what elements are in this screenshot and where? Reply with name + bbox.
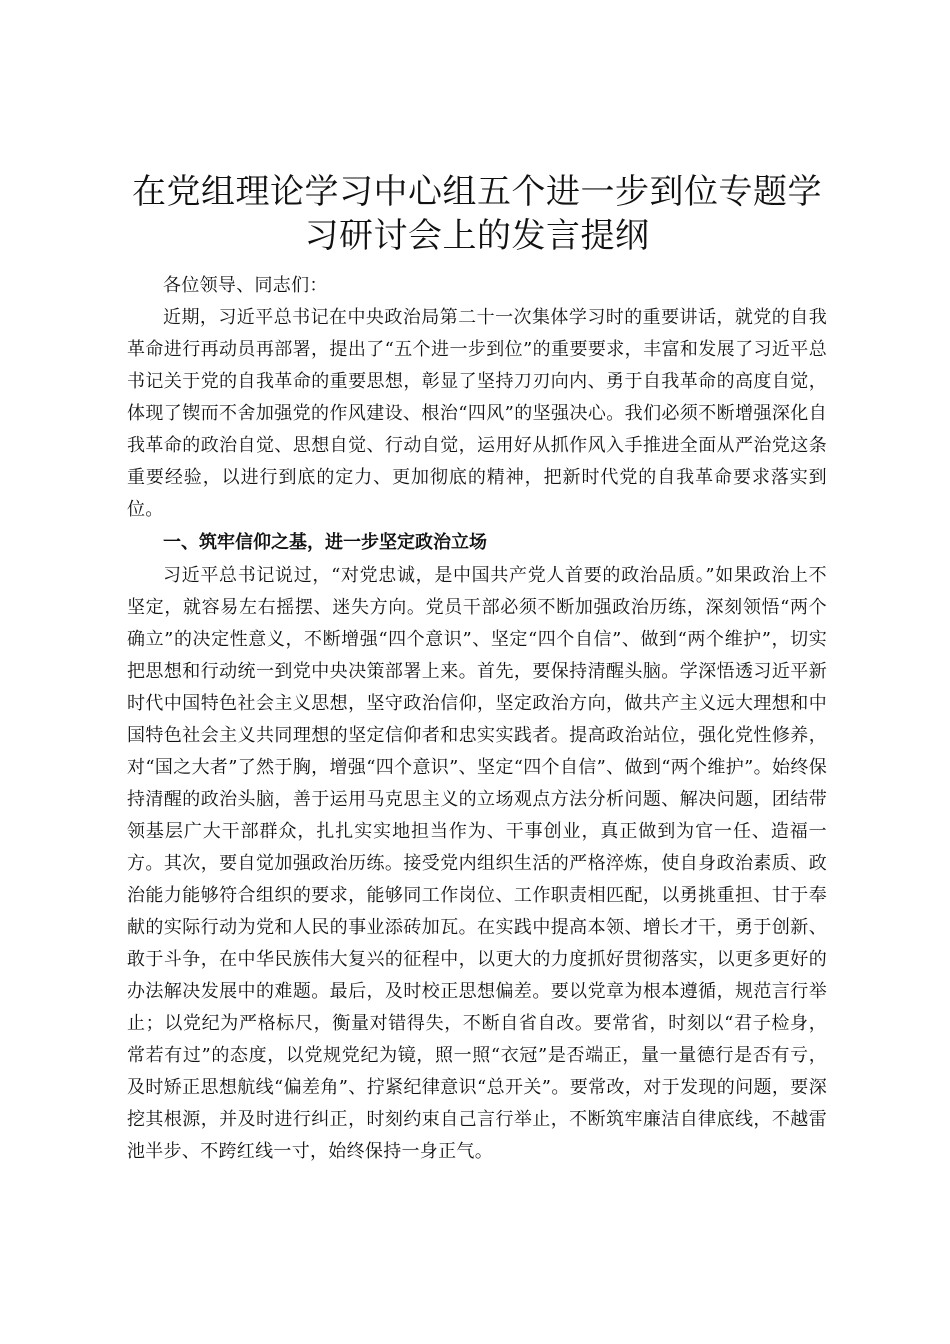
section-heading-1: 一、筑牢信仰之基，进一步坚定政治立场 <box>163 532 487 553</box>
intro-paragraph: 近期，习近平总书记在中央政治局第二十一次集体学习时的重要讲话，就党的自我革命进行再动员再部署，提出了“五个进一步到位”的重要要求，丰富和发展了习近平总书记关于党的自我革命的重要思想，彰显了坚持刀刃向内、勇于自我革命的高度自觉，体现了锲而不舍加强党的作风建设、根治“四风”的坚强决心。我们必须不断增强深化自我革命的政治自觉、思想自觉、行动自觉，运用好从抓作风入手推进全面从严治党这条重要经验，以进行到底的定力、更加彻底的精神，把新时代党的自我革命要求落实到位。 <box>127 307 827 520</box>
document-body <box>127 170 827 1168</box>
greeting-line: 各位领导、同志们： <box>163 275 328 296</box>
section-body-1: 习近平总书记说过，“对党忠诚，是中国共产党人首要的政治品质。”如果政治上不坚定，就容易左右摇摆、迷失方向。党员干部必须不断加强政治历练，深刻领悟“两个确立”的决定性意义，不断增强“四个意识”、坚定“四个自信”、做到“两个维护”，切实把思想和行动统一到党中央决策部署上来。首先，要保持清醒头脑。学深悟透习近平新时代中国特色社会主义思想，坚守政治信仰，坚定政治方向，做共产主义远大理想和中国特色社会主义共同理想的坚定信仰者和忠实实践者。提高政治站位，强化党性修养，对“国之大者”了然于胸，增强“四个意识”、坚定“四个自信”、做到“两个维护”。始终保持清醒的政治头脑，善于运用马克思主义的立场观点方法分析问题、解决问题，团结带领基层广大干部群众，扎扎实实地担当作为、干事创业，真正做到为官一任、造福一方。其次，要自觉加强政治历练。接受党内组织生活的严格淬炼，使自身政治素质、政治能力能够符合组织的要求，能够同工作岗位、工作职责相匹配，以勇挑重担、甘于奉献的实际行动为党和人民的事业添砖加瓦。在实践中提高本领、增长才干，勇于创新、敢于斗争，在中华民族伟大复兴的征程中，以更大的力度抓好贯彻落实，以更多更好的办法解决发展中的难题。最后，及时校正思想偏差。要以党章为根本遵循，规范言行举止；以党纪为严格标尺，衡量对错得失，不断自省自改。要常省，时刻以“君子检身，常若有过”的态度，以党规党纪为镜，照一照“衣冠”是否端正，量一量德行是否有亏，及时矫正思想航线“偏差角”、拧紧纪律意识“总开关”。要常改，对于发现的问题，要深挖其根源，并及时进行纠正，时刻约束自己言行举止，不断筑牢廉洁自律底线，不越雷池半步、不跨红线一寸，始终保持一身正气。 <box>127 565 827 1162</box>
document-title: 在党组理论学习中心组五个进一步到位专题学习研讨会上的发言提纲 <box>132 172 822 256</box>
